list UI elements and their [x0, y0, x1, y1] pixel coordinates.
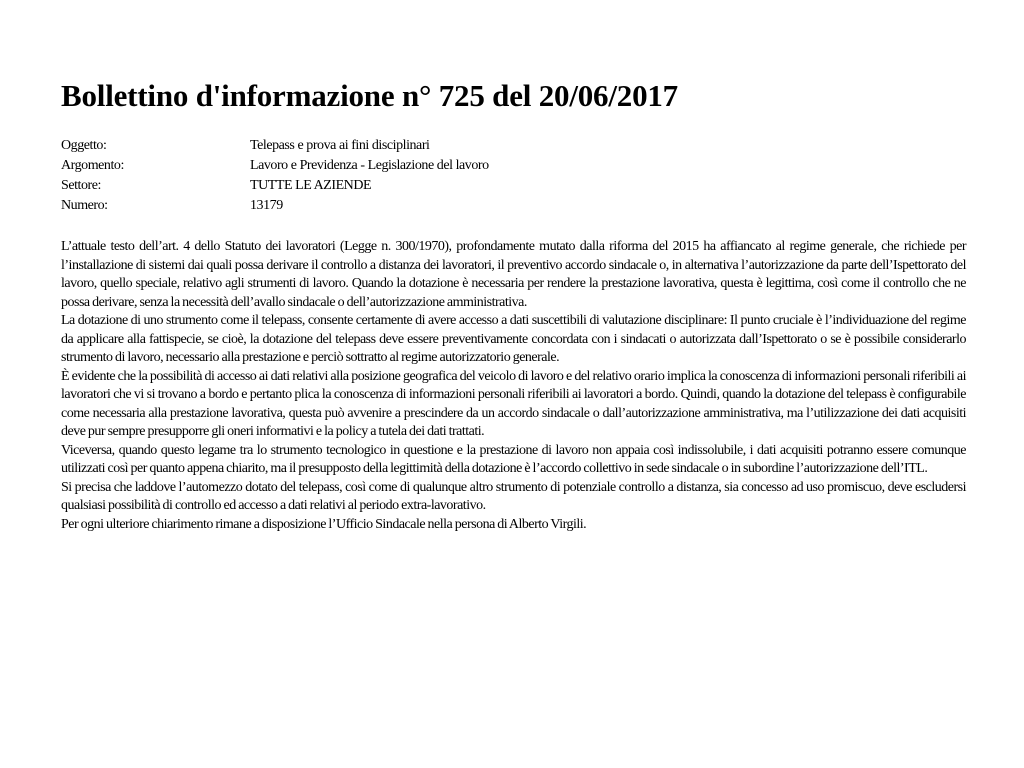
meta-row-numero — [61, 196, 966, 216]
meta-row-oggetto — [61, 136, 966, 156]
meta-value: Telepass e prova ai fini disciplinari — [250, 138, 430, 153]
meta-label: Numero: — [61, 198, 108, 213]
meta-value: Lavoro e Previdenza - Legislazione del lavoro — [250, 158, 489, 173]
bulletin-title: Bollettino d'informazione n° 725 del 20/06/2017 — [61, 78, 678, 113]
bulletin-page — [61, 78, 966, 534]
meta-value: 13179 — [250, 198, 283, 213]
body-paragraph: Si precisa che laddove l’automezzo dotato del telepass, così come di qualunque altro strumento di potenziale controllo a distanza, sia concesso ad uso promiscuo, deve escludersi qualsiasi possibilità di controllo ed accesso a dati relativi al periodo extra-lavorativo. — [61, 479, 966, 513]
meta-row-argomento — [61, 156, 966, 176]
body-paragraph: Viceversa, quando questo legame tra lo strumento tecnologico in questione e la prestazione di lavoro non appaia così indissolubile, i dati acquisiti potranno essere comunque utilizzati così per quanto appena chiarito, ma il presupposto della legittimità della dotazione è l’accordo collettivo in sede sindacale o in subordine l’autorizzazione dell’ITL. — [61, 442, 966, 476]
meta-label: Argomento: — [61, 158, 124, 173]
body-paragraph: L’attuale testo dell’art. 4 dello Statuto dei lavoratori (Legge n. 300/1970), profondamente mutato dalla riforma del 2015 ha affiancato al regime generale, che richiede per l’installazione di sistemi dai quali possa derivare il controllo a distanza dei lavoratori, il preventivo accordo sindacale o, in alternativa l’autorizzazione da parte dell’Ispettorato del lavoro, quello speciale, relativo agli strumenti di lavoro. Quando la dotazione è necessaria per rendere la prestazione lavorativa, questa è legittima, così come il controllo che ne possa derivare, senza la necessità dell’avallo sindacale o dell’autorizzazione amministrativa. — [61, 239, 966, 310]
meta-value: TUTTE LE AZIENDE — [250, 178, 372, 193]
meta-label: Oggetto: — [61, 138, 107, 153]
meta-label: Settore: — [61, 178, 101, 193]
body-paragraph: Per ogni ulteriore chiarimento rimane a disposizione l’Ufficio Sindacale nella persona di Alberto Virgili. — [61, 516, 587, 532]
meta-row-settore — [61, 176, 966, 196]
bulletin-body — [61, 238, 966, 534]
body-paragraph: È evidente che la possibilità di accesso ai dati relativi alla posizione geografica del veicolo di lavoro e del relativo orario implica la conoscenza di informazioni personali riferibili ai lavoratori che vi si trovano a bordo e pertanto plica la conoscenza di informazioni personali riferibili ai lavoratori a bordo. Quindi, quando la dotazione del telepass è configurabile come necessaria alla prestazione lavorativa, questa può avvenire a prescindere da un accordo sindacale o dall’autorizzazione amministrativa, ma l’utilizzazione dei dati acquisiti deve pur sempre presupporre gli oneri informativi e la policy a tutela dei dati trattati. — [61, 368, 966, 439]
bulletin-metadata — [61, 136, 966, 216]
body-paragraph: La dotazione di uno strumento come il telepass, consente certamente di avere accesso a dati suscettibili di valutazione disciplinare: Il punto cruciale è l’individuazione del regime da applicare alla fattispecie, se cioè, la dotazione del telepass deve essere preventivamente concordata con i sindacati o autorizzata dall’Ispettorato o se è possibile considerarlo strumento di lavoro, necessario alla prestazione e perciò sottratto al regime autorizzatorio generale. — [61, 313, 966, 365]
